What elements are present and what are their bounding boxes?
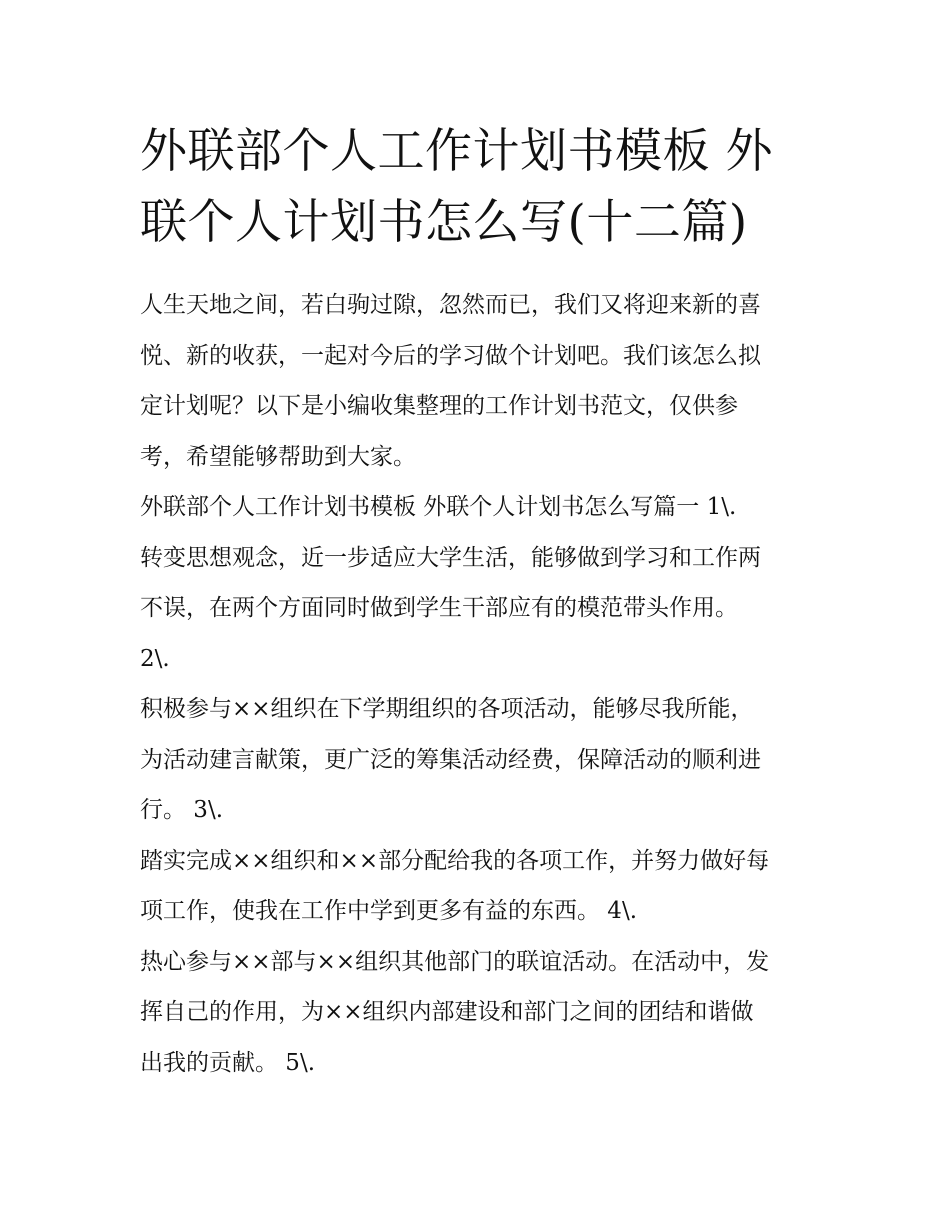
title-line: 联个人计划书怎么写(十二篇) bbox=[140, 195, 748, 250]
document-title bbox=[140, 116, 820, 258]
body-line: 转变思想观念，近一步适应大学生活，能够做到学习和工作两 bbox=[140, 544, 761, 571]
body-line: 不误，在两个方面同时做到学生干部应有的模范带头作用。 bbox=[140, 595, 738, 621]
document-body bbox=[140, 280, 820, 1088]
body-line: 为活动建言献策，更广泛的筹集活动经费，保障活动的顺利进 bbox=[140, 746, 761, 773]
body-line: 悦、新的收获，一起对今后的学习做个计划吧。我们该怎么拟 bbox=[140, 342, 761, 369]
body-line: 行。 3\. bbox=[140, 797, 224, 823]
body-line: 出我的贡献。 5\. bbox=[140, 1049, 316, 1076]
title-line: 外联部个人工作计划书模板 外 bbox=[140, 124, 773, 179]
body-line: 积极参与××组织在下学期组织的各项活动，能够尽我所能， bbox=[140, 696, 754, 722]
body-line: 项工作，使我在工作中学到更多有益的东西。 4\. bbox=[140, 898, 638, 924]
body-line: 挥自己的作用，为××组织内部建设和部门之间的团结和谐做 bbox=[140, 999, 754, 1025]
body-line: 踏实完成××组织和××部分配给我的各项工作，并努力做好每 bbox=[140, 847, 770, 874]
body-line: 外联部个人工作计划书模板 外联个人计划书怎么写篇一 1\. bbox=[140, 494, 737, 520]
body-line: 2\. bbox=[140, 645, 170, 672]
body-line: 考，希望能够帮助到大家。 bbox=[140, 443, 416, 470]
body-line: 人生天地之间，若白驹过隙，忽然而已，我们又将迎来新的喜 bbox=[140, 292, 761, 318]
body-line: 定计划呢？以下是小编收集整理的工作计划书范文，仅供参 bbox=[140, 393, 738, 419]
body-line: 热心参与××部与××组织其他部门的联谊活动。在活动中，发 bbox=[140, 948, 770, 975]
